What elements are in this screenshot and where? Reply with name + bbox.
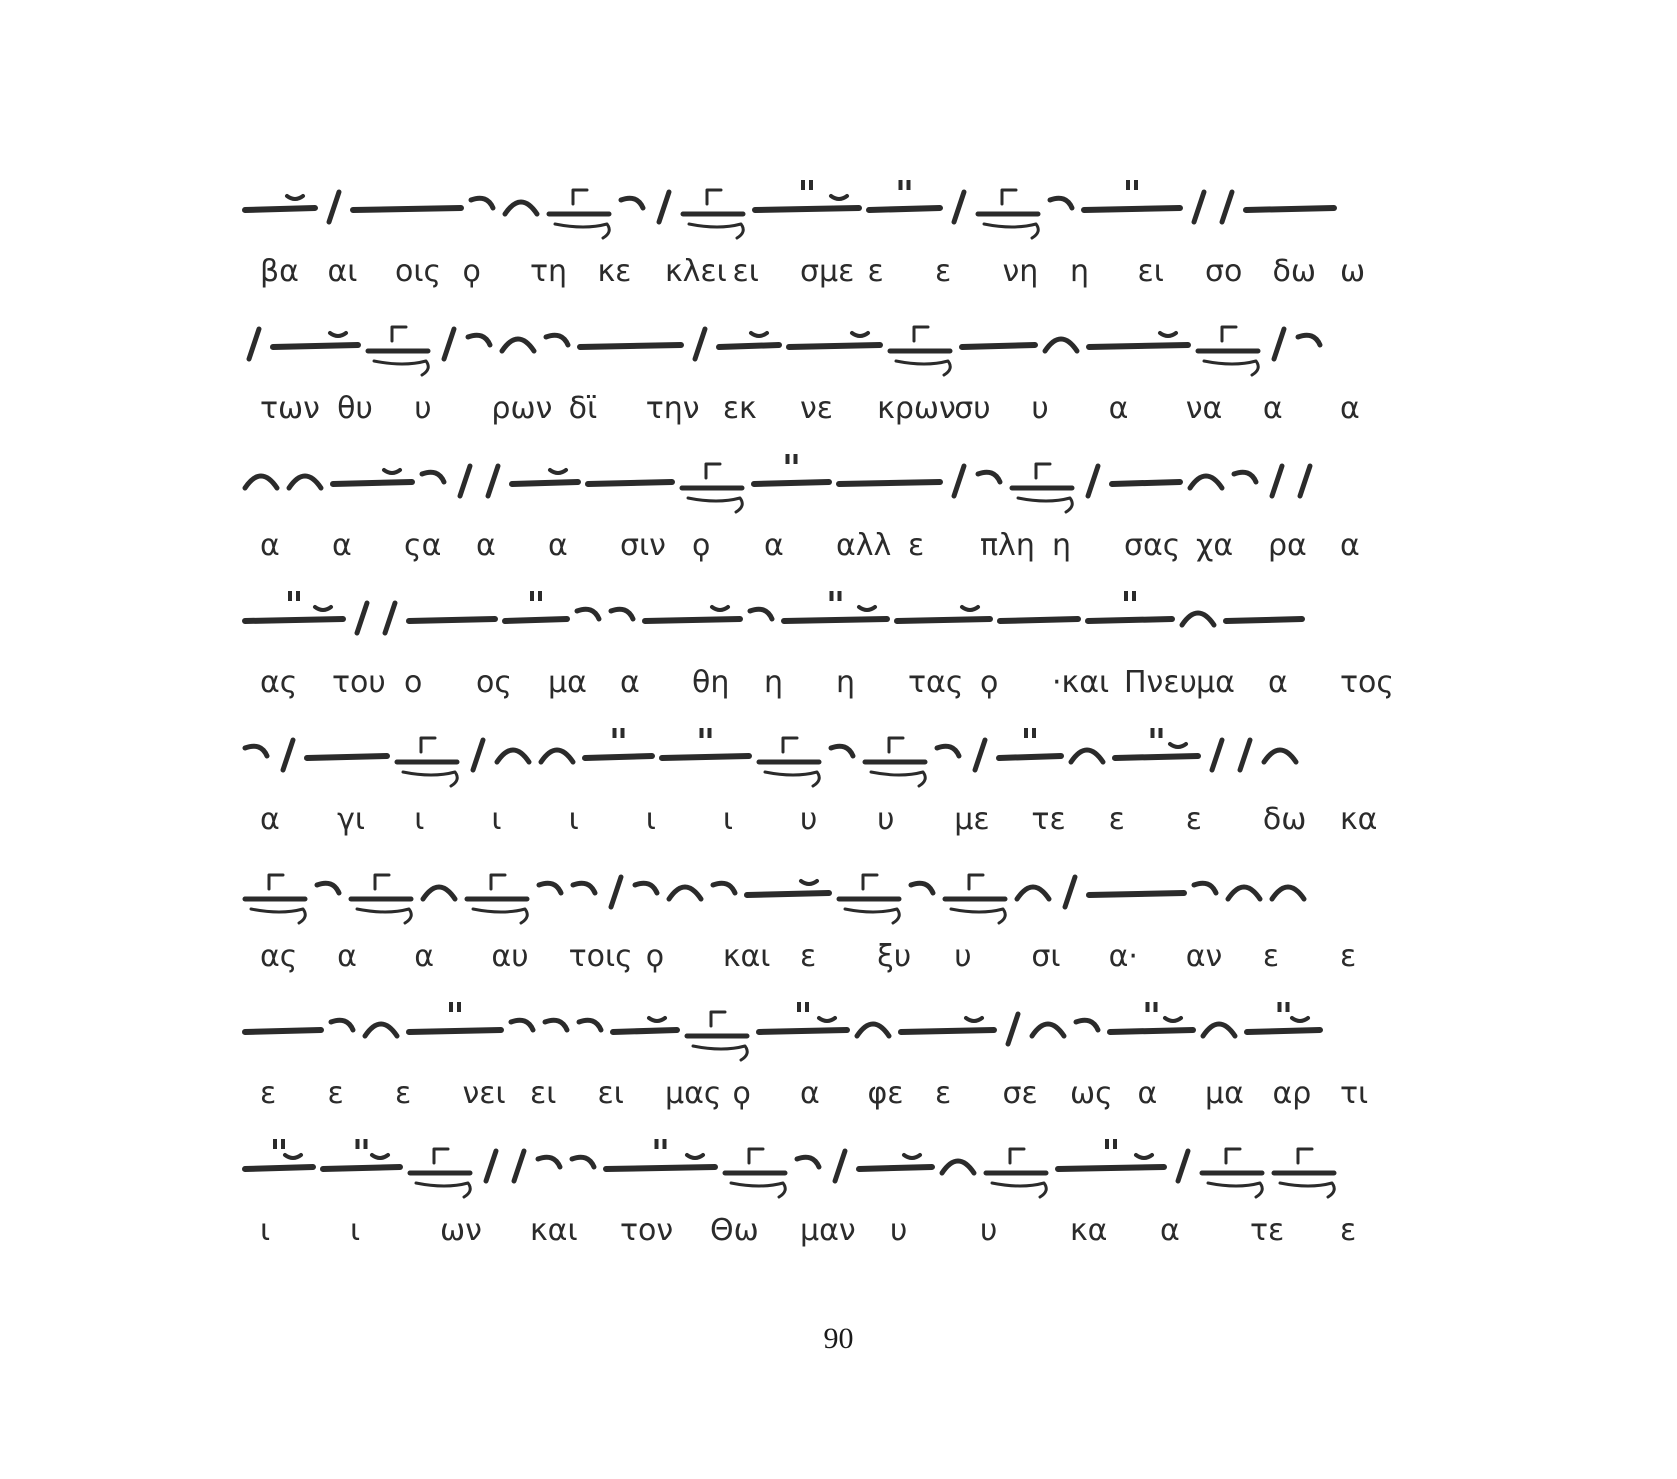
page-number: 90 — [823, 1322, 854, 1355]
neume-line-8 — [245, 1139, 1445, 1219]
lyric-syllable: α — [1137, 1076, 1158, 1111]
neume-glyph — [645, 607, 740, 621]
neume-glyph — [1050, 198, 1072, 208]
lyric-syllable: συ — [954, 391, 991, 426]
system-5 — [245, 728, 1445, 865]
neume-glyph — [978, 190, 1038, 238]
neume-score — [245, 180, 1445, 1276]
lyric-syllable: νη — [1002, 254, 1039, 289]
neume-glyph — [329, 192, 339, 222]
lyric-line-1 — [245, 252, 1445, 292]
neume-glyph — [942, 1161, 974, 1173]
neume-glyph — [606, 1139, 715, 1169]
neume-glyph — [1247, 1002, 1320, 1032]
lyric-syllable: μα — [1196, 665, 1235, 700]
neume-glyph — [588, 482, 672, 484]
neume-glyph — [986, 1149, 1046, 1197]
lyric-syllable: ε — [1185, 802, 1202, 837]
lyric-syllable: α — [476, 528, 496, 563]
neume-glyph — [289, 476, 321, 488]
lyric-syllable: ι — [568, 802, 579, 837]
lyric-syllable: η — [1070, 254, 1090, 289]
system-7 — [245, 1002, 1445, 1139]
neume-glyph — [662, 728, 749, 758]
lyric-syllable: του — [332, 665, 386, 700]
neume-glyph — [572, 1157, 594, 1167]
lyric-syllable: ο — [404, 665, 423, 700]
neume-glyph — [368, 327, 428, 375]
lyric-syllable: α — [620, 665, 640, 700]
lyric-syllable: ρων — [491, 391, 553, 426]
lyric-syllable: η — [764, 665, 784, 700]
lyric-syllable: ε — [1108, 802, 1125, 837]
neume-glyph — [1112, 482, 1180, 484]
neume-glyph — [759, 738, 819, 786]
lyric-syllable: ε — [935, 1076, 952, 1111]
lyric-syllable: ει — [597, 1076, 624, 1111]
neume-glyph — [497, 750, 529, 762]
lyric-syllable: ϙ — [692, 528, 711, 563]
neume-glyph — [999, 728, 1061, 758]
neume-glyph — [357, 603, 367, 633]
lyric-syllable: με — [954, 802, 990, 837]
neume-glyph — [460, 466, 470, 496]
lyric-syllable: α — [1160, 1213, 1180, 1248]
neume-glyph — [831, 746, 853, 756]
lyric-syllable: υ — [1031, 391, 1049, 426]
neume-glyph — [869, 180, 940, 210]
neume-glyph — [621, 198, 643, 208]
lyric-syllable: υ — [954, 939, 972, 974]
neume-glyph — [545, 1020, 567, 1030]
lyric-syllable: ει — [530, 1076, 557, 1111]
lyric-syllable: υ — [414, 391, 432, 426]
lyric-syllable: γι — [337, 802, 366, 837]
neume-glyph — [1045, 339, 1077, 351]
neume-glyph — [444, 329, 454, 359]
lyric-syllable: ι — [722, 802, 733, 837]
lyric-syllable: α· — [1108, 939, 1138, 974]
neume-glyph — [719, 333, 779, 347]
lyric-syllable: τε — [1250, 1213, 1285, 1248]
lyric-syllable: α — [414, 939, 435, 974]
neume-glyph — [546, 335, 568, 345]
lyric-syllable: νε — [800, 391, 833, 426]
neume-glyph — [1084, 180, 1180, 210]
neume-glyph — [1032, 1024, 1064, 1036]
neume-glyph — [486, 1151, 496, 1181]
lyric-syllable: σε — [1002, 1076, 1038, 1111]
neume-line-1 — [245, 180, 1445, 260]
lyric-syllable: ει — [1137, 254, 1164, 289]
neume-glyph — [659, 192, 669, 222]
neume-glyph — [577, 609, 599, 619]
lyric-syllable: κα — [1070, 1213, 1108, 1248]
lyric-syllable: την — [645, 391, 700, 426]
lyric-syllable: α — [1340, 528, 1360, 563]
lyric-syllable: ι — [414, 802, 425, 837]
neume-glyph — [580, 345, 681, 347]
neume-glyph — [467, 875, 527, 923]
neume-glyph — [333, 470, 412, 484]
lyric-syllable: ι — [350, 1213, 361, 1248]
neume-glyph — [755, 180, 859, 210]
neume-glyph — [351, 875, 411, 923]
lyric-syllable: σιν — [620, 528, 666, 563]
neume-line-4 — [245, 591, 1445, 671]
neume-glyph — [865, 738, 925, 786]
neume-glyph — [797, 1157, 819, 1167]
neume-glyph — [784, 591, 887, 621]
system-8 — [245, 1139, 1445, 1276]
lyric-syllable: α — [800, 1076, 820, 1111]
neume-glyph — [713, 883, 735, 893]
lyric-line-6 — [245, 937, 1445, 977]
neume-glyph — [323, 1139, 400, 1169]
neume-glyph — [1226, 619, 1302, 621]
neume-glyph — [573, 883, 595, 893]
neume-glyph — [353, 208, 461, 210]
neume-glyph — [245, 196, 315, 210]
lyric-syllable: ε — [800, 939, 817, 974]
neume-glyph — [512, 470, 578, 484]
neume-glyph — [245, 476, 277, 488]
lyric-syllable: να — [1185, 391, 1223, 426]
neume-glyph — [1212, 740, 1222, 770]
neume-glyph — [468, 335, 490, 345]
lyric-syllable: βα — [260, 254, 299, 289]
lyric-syllable: αλλ — [836, 528, 892, 563]
lyric-syllable: δω — [1262, 802, 1307, 837]
lyric-syllable: ϙ — [645, 939, 665, 974]
lyric-syllable: κε — [597, 254, 632, 289]
system-1 — [245, 180, 1445, 317]
lyric-syllable: αρ — [1272, 1076, 1312, 1111]
lyric-syllable: ε — [260, 1076, 277, 1111]
lyric-syllable: εκ — [722, 391, 757, 426]
neume-glyph — [962, 345, 1035, 347]
neume-glyph — [541, 750, 573, 762]
neume-glyph — [249, 329, 259, 359]
lyric-syllable: ων — [440, 1213, 482, 1248]
neume-glyph — [538, 1157, 560, 1167]
neume-glyph — [687, 1012, 747, 1060]
neume-glyph — [859, 1155, 932, 1169]
neume-glyph — [317, 883, 339, 893]
lyric-syllable: Πνευ — [1124, 665, 1197, 700]
lyric-syllable: μα — [1205, 1076, 1244, 1111]
system-2 — [245, 317, 1445, 454]
lyric-syllable: ε — [867, 254, 884, 289]
lyric-syllable: κρων — [877, 391, 956, 426]
lyric-syllable: των — [260, 391, 320, 426]
neume-glyph — [1228, 887, 1260, 899]
neume-glyph — [245, 746, 267, 756]
neume-glyph — [245, 875, 305, 923]
neume-glyph — [954, 192, 964, 222]
neume-glyph — [1264, 750, 1296, 762]
neume-glyph — [539, 883, 561, 893]
neume-glyph — [1110, 1002, 1193, 1032]
lyric-syllable: κα — [1340, 802, 1378, 837]
neume-glyph — [945, 875, 1005, 923]
neume-glyph — [1272, 887, 1304, 899]
lyric-syllable: ι — [645, 802, 656, 837]
lyric-syllable: ει — [732, 254, 759, 289]
neume-glyph — [1008, 1014, 1018, 1044]
neume-glyph — [514, 1151, 524, 1181]
lyric-syllable: τος — [1340, 665, 1395, 700]
lyric-syllable: τοις — [568, 939, 633, 974]
lyric-syllable: αι — [327, 254, 358, 289]
lyric-syllable: οις — [395, 254, 442, 289]
lyric-syllable: α — [337, 939, 357, 974]
neume-glyph — [1198, 327, 1258, 375]
neume-glyph — [1178, 1151, 1188, 1181]
lyric-syllable: ·και — [1052, 665, 1110, 700]
neume-glyph — [978, 472, 1000, 482]
neume-glyph — [1000, 619, 1078, 621]
neume-glyph — [273, 333, 358, 347]
lyric-syllable: σο — [1205, 254, 1243, 289]
neume-glyph — [409, 619, 495, 621]
neume-glyph — [750, 609, 772, 619]
neume-glyph — [754, 454, 829, 484]
neume-glyph — [1203, 1024, 1235, 1036]
lyric-syllable: πλη — [980, 528, 1035, 563]
neume-glyph — [911, 883, 933, 893]
lyric-syllable: σας — [1124, 528, 1181, 563]
neume-glyph — [1190, 476, 1222, 488]
lyric-syllable: και — [530, 1213, 578, 1248]
neume-glyph — [759, 1002, 847, 1032]
lyric-syllable: αυ — [491, 939, 529, 974]
neume-glyph — [473, 740, 483, 770]
lyric-syllable: κλει — [665, 254, 727, 289]
neume-glyph — [1017, 887, 1049, 899]
neume-line-3 — [245, 454, 1445, 534]
lyric-syllable: τας — [908, 665, 964, 700]
neume-glyph — [505, 591, 567, 621]
neume-glyph — [975, 740, 985, 770]
neume-glyph — [695, 329, 705, 359]
system-4 — [245, 591, 1445, 728]
neume-glyph — [682, 464, 742, 512]
lyric-syllable: υ — [980, 1213, 998, 1248]
lyric-syllable: ϙ — [732, 1076, 751, 1111]
neume-line-5 — [245, 728, 1445, 808]
neume-glyph — [1115, 728, 1198, 758]
lyric-syllable: υ — [890, 1213, 908, 1248]
lyric-syllable: ε — [1262, 939, 1280, 974]
neume-glyph — [549, 190, 609, 238]
lyric-line-7 — [245, 1074, 1445, 1114]
lyric-syllable: τι — [1340, 1076, 1369, 1111]
neume-glyph — [897, 607, 990, 621]
lyric-syllable: ε — [935, 254, 952, 289]
neume-glyph — [471, 198, 493, 208]
neume-glyph — [511, 1020, 533, 1030]
lyric-syllable: α — [1108, 391, 1129, 426]
neume-glyph — [1274, 1149, 1334, 1197]
neume-glyph — [385, 603, 395, 633]
lyric-line-3 — [245, 526, 1445, 566]
neume-glyph — [307, 756, 387, 758]
lyric-syllable: α — [260, 528, 280, 563]
neume-glyph — [857, 1024, 889, 1036]
lyric-syllable: φε — [867, 1076, 904, 1111]
lyric-syllable: ϙ — [980, 665, 999, 700]
lyric-syllable: δω — [1272, 254, 1316, 289]
neume-glyph — [410, 1149, 470, 1197]
neume-line-7 — [245, 1002, 1445, 1082]
neume-glyph — [1222, 192, 1232, 222]
neume-glyph — [1246, 208, 1334, 210]
neume-glyph — [423, 887, 455, 899]
lyric-syllable: χα — [1196, 528, 1234, 563]
lyric-syllable: ι — [260, 1213, 271, 1248]
neume-glyph — [835, 1151, 845, 1181]
neume-glyph — [245, 1139, 313, 1169]
neume-glyph — [502, 339, 534, 351]
neume-line-6 — [245, 865, 1445, 945]
lyric-syllable: ε — [1340, 939, 1357, 974]
system-6 — [245, 865, 1445, 1002]
neume-glyph — [585, 728, 652, 758]
neume-glyph — [890, 327, 950, 375]
lyric-syllable: ε — [1340, 1213, 1357, 1248]
lyric-syllable: αν — [1185, 939, 1223, 974]
system-3 — [245, 454, 1445, 591]
lyric-syllable: η — [1052, 528, 1072, 563]
neume-glyph — [1234, 472, 1256, 482]
lyric-syllable: ος — [476, 665, 512, 700]
neume-glyph — [365, 1024, 397, 1036]
lyric-syllable: ε — [327, 1076, 344, 1111]
neume-glyph — [1076, 1020, 1098, 1030]
lyric-syllable: υ — [800, 802, 818, 837]
neume-glyph — [613, 1018, 677, 1032]
lyric-syllable: ςα — [404, 528, 442, 563]
neume-glyph — [1071, 750, 1103, 762]
lyric-syllable: ε — [395, 1076, 412, 1111]
lyric-syllable: Θω — [710, 1213, 759, 1248]
lyric-syllable: ι — [491, 802, 502, 837]
neume-glyph — [611, 877, 621, 907]
lyric-syllable: σι — [1031, 939, 1061, 974]
lyric-syllable: μαν — [800, 1213, 856, 1248]
lyric-syllable: δϊ — [568, 391, 598, 426]
neume-glyph — [488, 466, 498, 496]
neume-glyph — [1240, 740, 1250, 770]
neume-glyph — [1194, 192, 1204, 222]
lyric-line-4 — [245, 663, 1445, 703]
neume-glyph — [635, 883, 657, 893]
neume-glyph — [1202, 1149, 1262, 1197]
neume-glyph — [1058, 1139, 1164, 1169]
neume-glyph — [1274, 329, 1284, 359]
neume-line-2 — [245, 317, 1445, 397]
lyric-syllable: α — [764, 528, 784, 563]
lyric-syllable: μας — [665, 1076, 722, 1111]
neume-glyph — [579, 1020, 601, 1030]
lyric-syllable: ω — [1340, 254, 1366, 289]
neume-glyph — [1012, 464, 1072, 512]
neume-glyph — [1088, 466, 1098, 496]
neume-glyph — [669, 887, 701, 899]
neume-glyph — [901, 1018, 994, 1032]
neume-glyph — [954, 466, 964, 496]
neume-glyph — [1089, 333, 1188, 347]
lyric-syllable: η — [836, 665, 856, 700]
neume-glyph — [1065, 877, 1075, 907]
neume-glyph — [505, 202, 537, 214]
neume-glyph — [1194, 883, 1216, 893]
lyric-line-5 — [245, 800, 1445, 840]
lyric-syllable: τη — [530, 254, 568, 289]
neume-glyph — [747, 881, 829, 895]
neume-glyph — [937, 746, 959, 756]
neume-glyph — [283, 740, 293, 770]
lyric-syllable: μα — [548, 665, 587, 700]
lyric-line-8 — [245, 1211, 1445, 1251]
lyric-syllable: και — [722, 939, 771, 974]
lyric-syllable: ας — [260, 665, 298, 700]
lyric-syllable: ϙ — [462, 254, 481, 289]
neume-glyph — [1272, 466, 1282, 496]
lyric-syllable: τε — [1031, 802, 1066, 837]
neume-glyph — [1182, 613, 1214, 625]
lyric-syllable: α — [260, 802, 280, 837]
lyric-syllable: α — [548, 528, 568, 563]
neume-glyph — [245, 591, 343, 621]
lyric-syllable: θυ — [337, 391, 373, 426]
neume-glyph — [331, 1020, 353, 1030]
lyric-syllable: ως — [1070, 1076, 1113, 1111]
neume-glyph — [397, 738, 457, 786]
lyric-syllable: υ — [877, 802, 895, 837]
lyric-syllable: ε — [908, 528, 925, 563]
neume-glyph — [839, 875, 899, 923]
neume-glyph — [839, 482, 940, 484]
lyric-syllable: α — [1262, 391, 1283, 426]
neume-glyph — [683, 190, 743, 238]
neume-glyph — [789, 333, 880, 347]
lyric-syllable: α — [332, 528, 352, 563]
lyric-syllable: ρα — [1268, 528, 1307, 563]
neume-glyph — [611, 609, 633, 619]
neume-glyph — [1300, 466, 1310, 496]
neume-glyph — [422, 472, 444, 482]
lyric-syllable: α — [1268, 665, 1288, 700]
neume-glyph — [725, 1149, 785, 1197]
lyric-syllable: σμε — [800, 254, 855, 289]
lyric-syllable: τον — [620, 1213, 674, 1248]
neume-glyph — [409, 1002, 501, 1032]
lyric-syllable: ας — [260, 939, 298, 974]
lyric-syllable: α — [1340, 391, 1360, 426]
neume-glyph — [1088, 591, 1172, 621]
neume-glyph — [1298, 335, 1320, 345]
neume-glyph — [245, 1030, 321, 1032]
lyric-syllable: ξυ — [877, 939, 912, 974]
lyric-syllable: θη — [692, 665, 730, 700]
neume-glyph — [1089, 893, 1184, 895]
lyric-syllable: νει — [462, 1076, 506, 1111]
lyric-line-2 — [245, 389, 1445, 429]
